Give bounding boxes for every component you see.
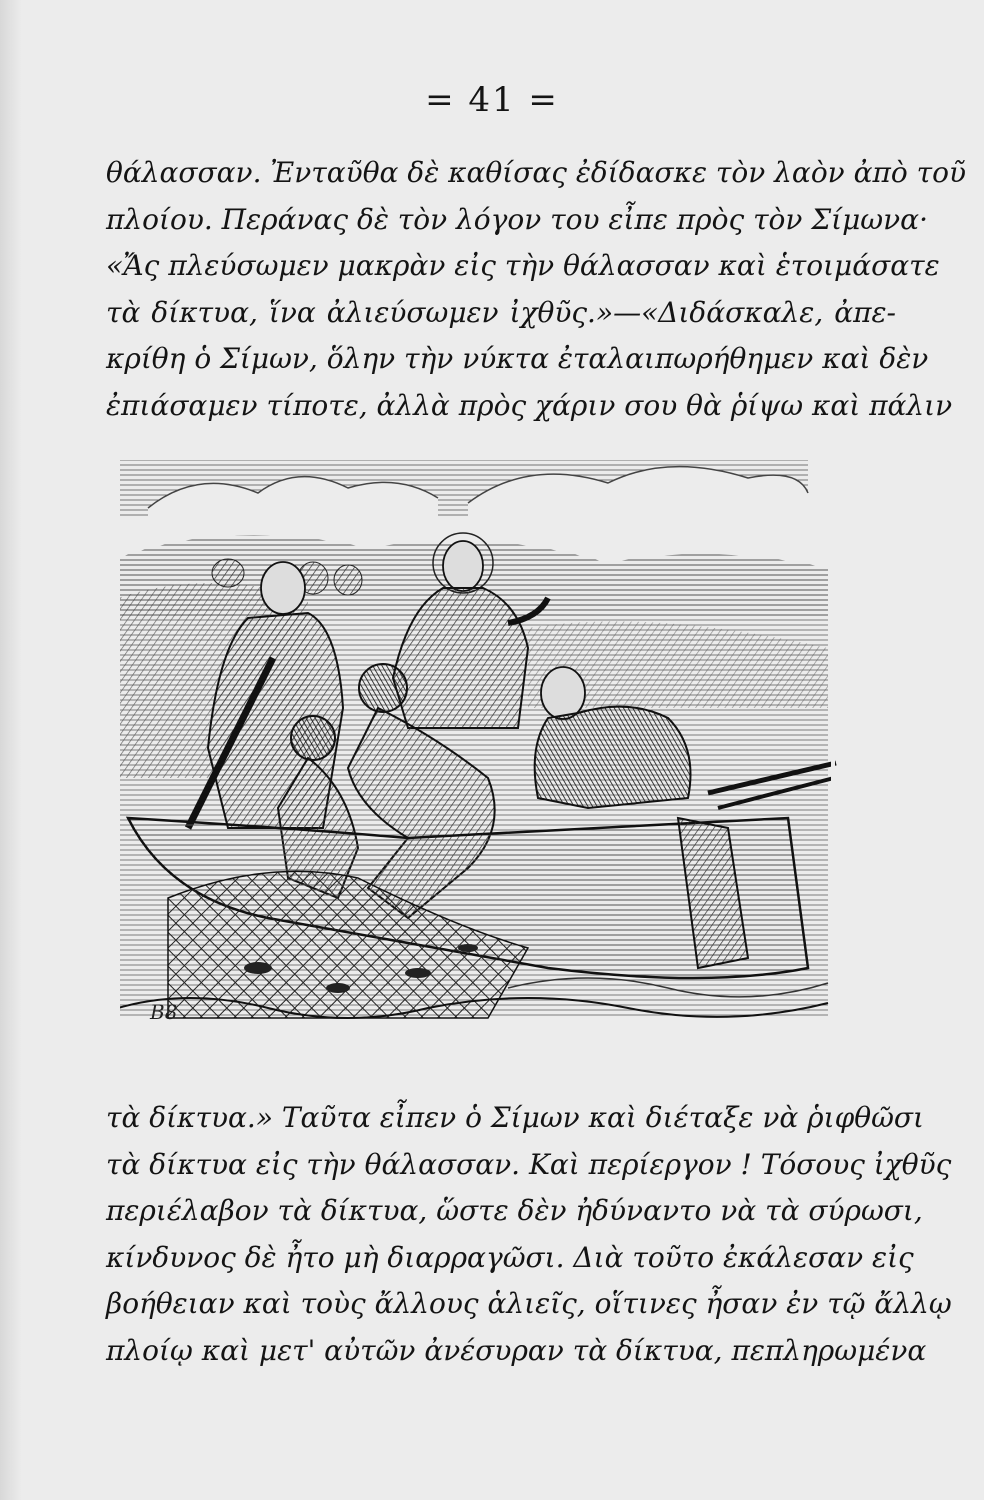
engraver-signature: B8 bbox=[150, 1000, 178, 1024]
sky bbox=[118, 458, 808, 523]
text-line: τὰ δίκτυα.» Ταῦτα εἶπεν ὁ Σίμων καὶ διέταξε νὰ ῥιφθῶσι bbox=[106, 1101, 925, 1134]
text-line: τὰ δίκτυα εἰς τὴν θάλασσαν. Καὶ περίεργον ! Τόσους ἰχθῦς bbox=[106, 1147, 952, 1181]
text-line: πλοίῳ καὶ μετ' αὐτῶν ἀνέσυραν τὰ δίκτυα, πεπληρωμένα bbox=[106, 1333, 927, 1367]
text-line: τὰ δίκτυα, ἵνα ἀλιεύσωμεν ἰχθῦς.»—«Διδάσκαλε, ἀπε- bbox=[106, 295, 896, 329]
text-line: κρίθη ὁ Σίμων, ὅλην τὴν νύκτα ἐταλαιπωρήθημεν καὶ δὲν bbox=[106, 342, 929, 375]
text-line: βοήθειαν καὶ τοὺς ἄλλους ἁλιεῖς, οἵτινες ἦσαν ἐν τῷ ἄλλῳ bbox=[106, 1287, 952, 1320]
text-line: θάλασσαν. Ἐνταῦθα δὲ καθίσας ἐδίδασκε τὸν λαὸν ἀπὸ τοῦ bbox=[106, 156, 967, 189]
text-line: κίνδυνος δὲ ἦτο μὴ διαρραγῶσι. Διὰ τοῦτο ἐκάλεσαν εἰς bbox=[106, 1240, 914, 1274]
page-number: = 41 = bbox=[425, 80, 559, 120]
page-edge bbox=[0, 0, 22, 1500]
engraving-drawing bbox=[108, 448, 843, 1038]
bottom-paragraph bbox=[106, 1095, 952, 1374]
top-paragraph bbox=[106, 150, 967, 429]
text-line: ἐπιάσαμεν τίποτε, ἀλλὰ πρὸς χάριν σου θὰ ῥίψω καὶ πάλιν bbox=[106, 388, 953, 422]
engraving-illustration bbox=[108, 448, 843, 1038]
text-line: «Ἄς πλεύσωμεν μακρὰν εἰς τὴν θάλασσαν καὶ ἑτοιμάσατε bbox=[106, 249, 940, 282]
text-line: περιέλαβον τὰ δίκτυα, ὥστε δὲν ἠδύναντο νὰ τὰ σύρωσι, bbox=[106, 1194, 923, 1227]
text-line: πλοίου. Περάνας δὲ τὸν λόγον του εἶπε πρὸς τὸν Σίμωνα· bbox=[106, 202, 928, 236]
